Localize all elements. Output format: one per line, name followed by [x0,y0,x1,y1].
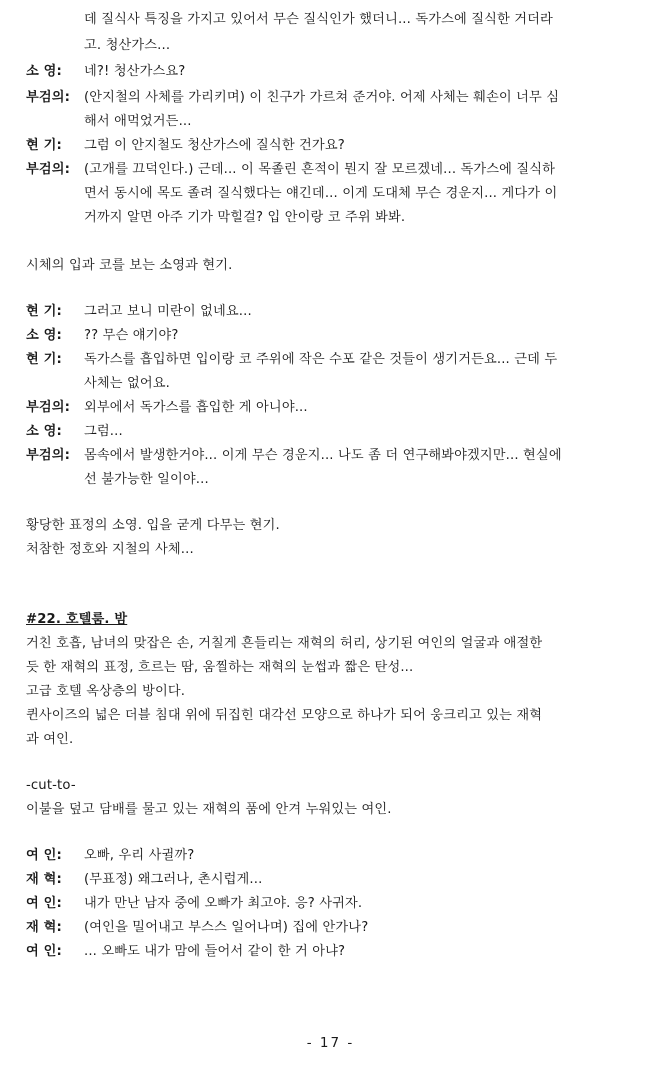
speaker-name: 부검의: [26,400,71,415]
dialogue-text: 외부에서 독가스를 흡입한 게 아니야... [84,400,308,415]
dialogue-text: 몸속에서 발생한거야... 이게 무슨 경운지... 나도 좀 더 연구해봐야겠지만... 현실에 [84,448,562,463]
dialogue-text: (안지철의 사체를 가리키며) 이 친구가 가르쳐 준거야. 어제 사체는 훼손이 너무 심 [84,90,560,105]
action-line: 퀸사이즈의 넓은 더블 침대 위에 뒤집힌 대각선 모양으로 하나가 되어 웅크리고 있는 재혁 [26,708,543,723]
dialogue-text: 독가스를 흡입하면 입이랑 코 주위에 작은 수포 같은 것들이 생기거든요... 근데 두 [84,352,558,367]
dialogue-line [26,138,646,154]
dialogue-text: ... 오빠도 내가 맘에 들어서 같이 한 거 아냐? [84,944,346,959]
dialogue-line [26,424,646,440]
action-line: 시체의 입과 코를 보는 소영과 현기. [26,258,233,273]
speaker-name: 부검의: [26,162,71,177]
dialogue-line [26,162,646,178]
dialogue-line [26,64,646,80]
dialogue-text: (고개를 끄덕인다.) 근데... 이 목졸린 흔적이 뭔지 잘 모르겠네... 독가스에 질식하 [84,162,556,177]
dialogue-line [26,944,646,960]
dialogue-line [26,448,646,464]
scene-heading: #22. 호텔룸. 밤 [26,612,128,627]
dialogue-text: ?? 무슨 얘기야? [84,328,179,343]
dialogue-text: 네?! 청산가스요? [84,64,186,79]
dialogue-line [26,896,646,912]
speaker-name: 현 기: [26,304,62,319]
dialogue-line [26,352,646,368]
dialogue-continuation: 면서 동시에 목도 졸려 질식했다는 얘긴데... 이게 도대체 무슨 경운지... 게다가 이 [84,186,558,201]
speaker-name: 부검의: [26,448,71,463]
speaker-name: 소 영: [26,64,62,79]
dialogue-continuation: 거까지 알면 아주 기가 막힐걸? 입 안이랑 코 주위 봐봐. [84,210,406,225]
dialogue-line [26,872,646,888]
action-line: 고급 호텔 옥상층의 방이다. [26,684,186,699]
dialogue-line [26,848,646,864]
action-line: 황당한 표정의 소영. 입을 굳게 다무는 현기. [26,518,280,533]
dialogue-continuation: 사체는 없어요. [84,376,171,391]
speaker-name: 재 혁: [26,872,62,887]
transition-line: -cut-to- [26,778,76,793]
dialogue-text: 그럼 이 안지철도 청산가스에 질식한 건가요? [84,138,345,153]
speaker-name: 부검의: [26,90,71,105]
speaker-name: 여 인: [26,896,62,911]
speaker-name: 재 혁: [26,920,62,935]
speaker-name: 여 인: [26,848,62,863]
dialogue-line [26,400,646,416]
dialogue-line [26,328,646,344]
speaker-name: 여 인: [26,944,62,959]
speaker-name: 소 영: [26,424,62,439]
action-line: 과 여인. [26,732,74,747]
speaker-name: 현 기: [26,352,62,367]
dialogue-text: 오빠, 우리 사귈까? [84,848,195,863]
dialogue-text: 내가 만난 남자 중에 오빠가 최고야. 응? 사귀자. [84,896,363,911]
speaker-name: 소 영: [26,328,62,343]
action-line: 거친 호흡, 남녀의 맞잡은 손, 거칠게 흔들리는 재혁의 허리, 상기된 여인의 얼굴과 애절한 [26,636,543,651]
action-line: 처참한 정호와 지철의 사체... [26,542,194,557]
page-number: - 17 - [306,1035,355,1051]
dialogue-continuation: 데 질식사 특징을 가지고 있어서 무슨 질식인가 했더니... 독가스에 질식한 거더라 [84,12,553,27]
dialogue-line [26,304,646,320]
dialogue-continuation: 선 불가능한 일이야... [84,472,209,487]
dialogue-text: (여인을 밀어내고 부스스 일어나며) 집에 안가나? [84,920,369,935]
dialogue-line [26,90,646,106]
dialogue-text: (무표정) 왜그러나, 촌시럽게... [84,872,263,887]
dialogue-line [26,920,646,936]
speaker-name: 현 기: [26,138,62,153]
action-line: 이불을 덮고 담배를 물고 있는 재혁의 품에 안겨 누워있는 여인. [26,802,392,817]
dialogue-text: 그럼... [84,424,123,439]
action-line: 듯 한 재혁의 표정, 흐르는 땀, 움찔하는 재혁의 눈썹과 짧은 탄성... [26,660,414,675]
dialogue-continuation: 해서 애먹었거든... [84,114,192,129]
dialogue-continuation: 고. 청산가스... [84,38,171,53]
dialogue-text: 그러고 보니 미란이 없네요... [84,304,252,319]
